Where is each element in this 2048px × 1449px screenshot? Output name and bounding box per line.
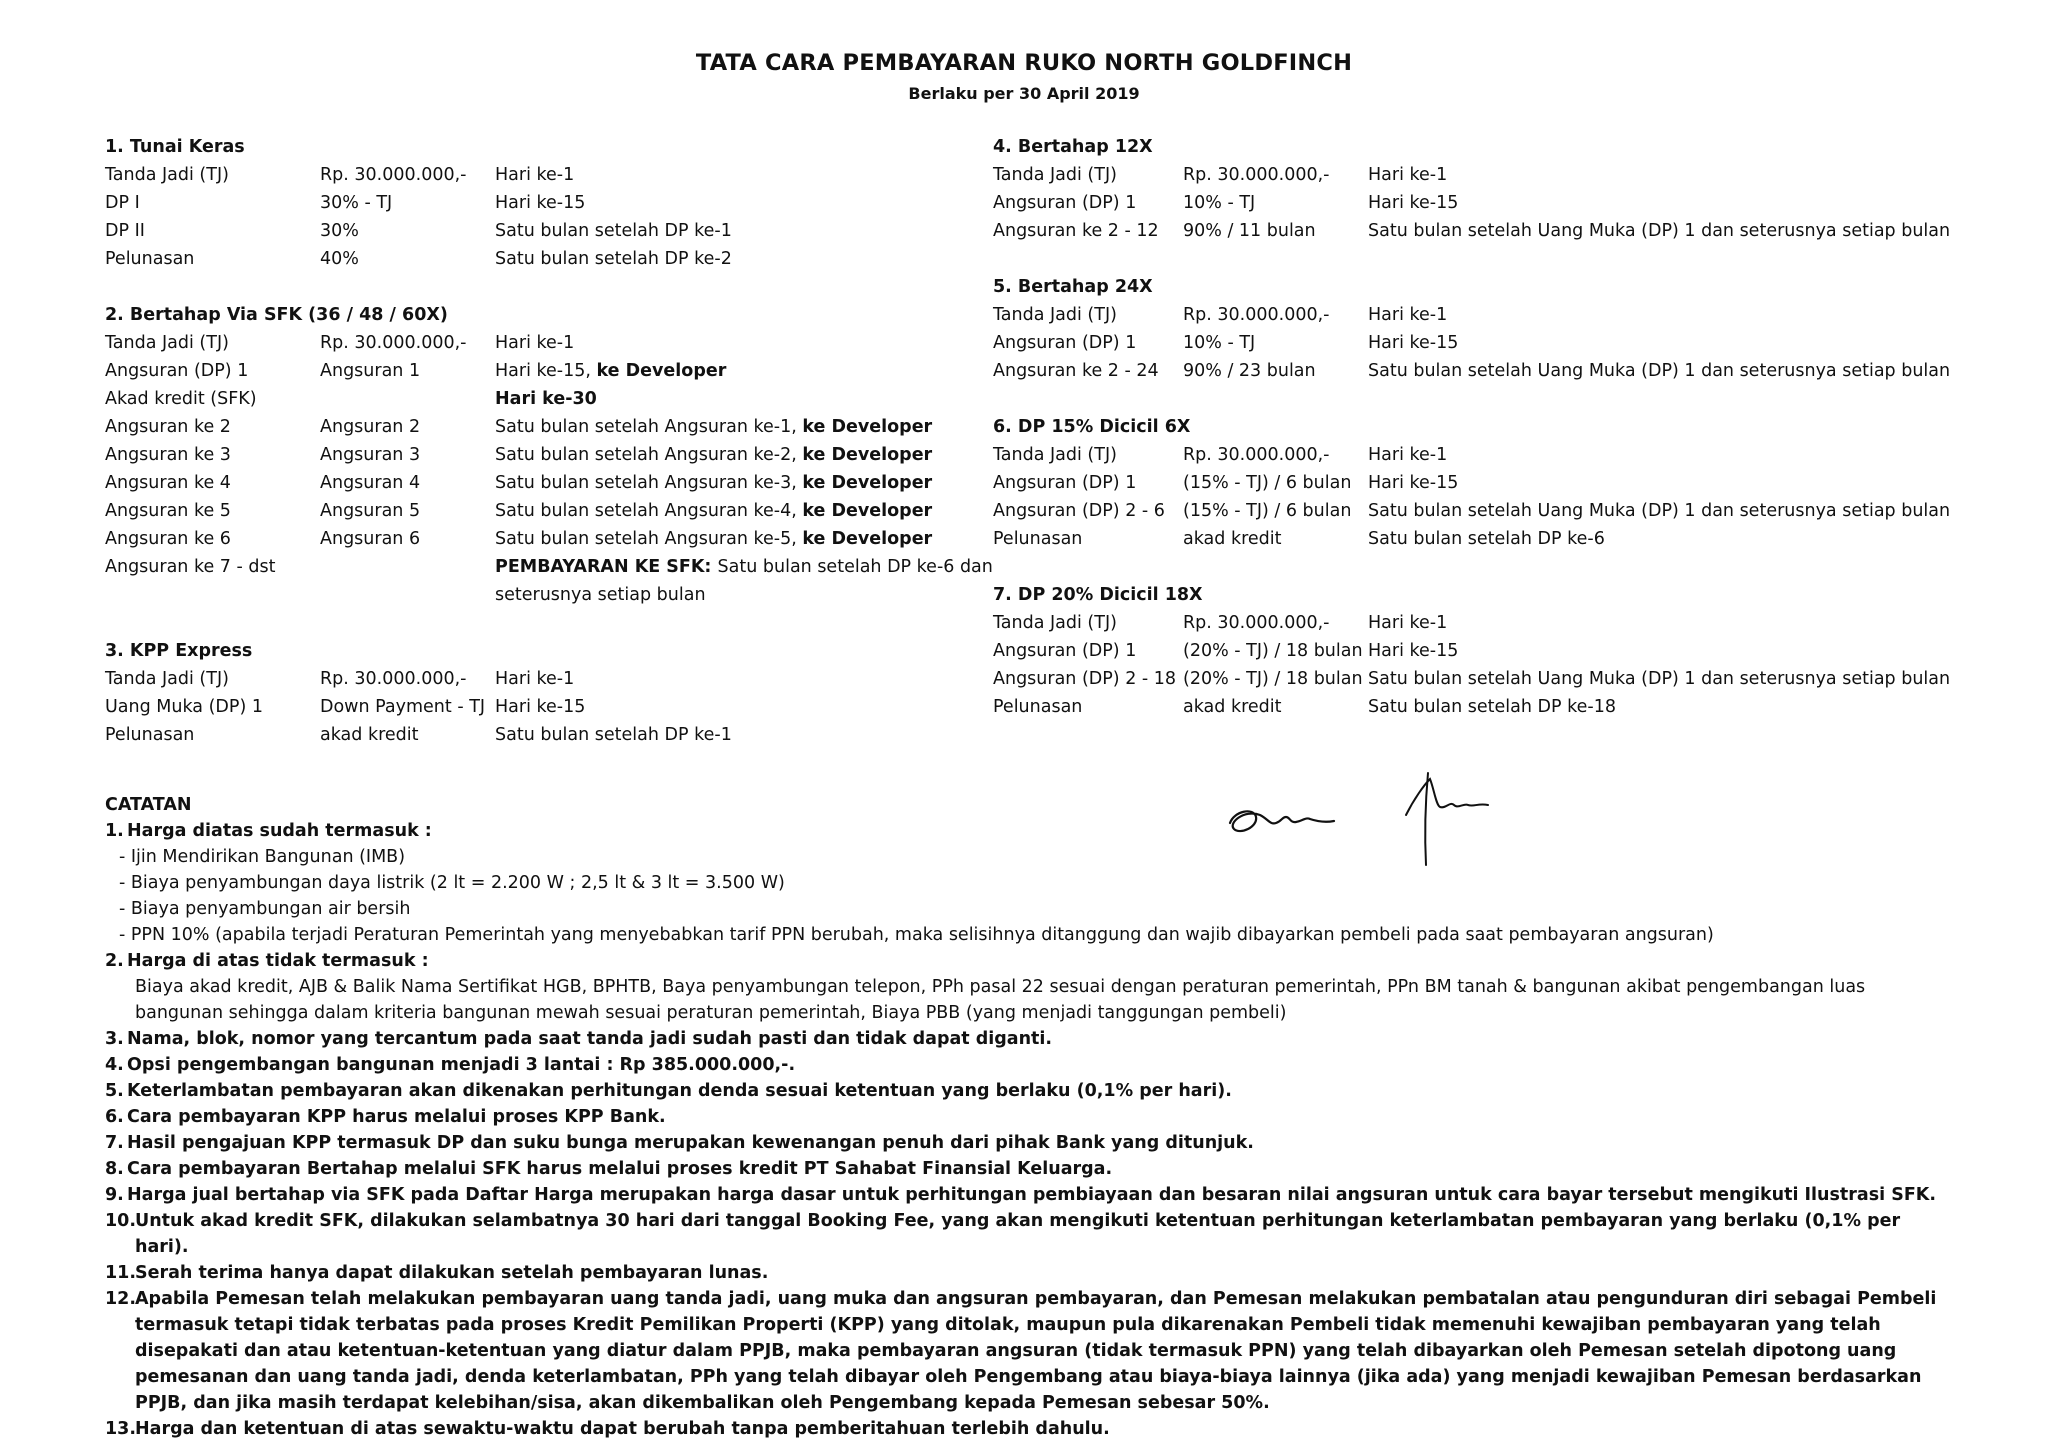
row-amount: 10% - TJ xyxy=(1183,193,1256,213)
payment-row xyxy=(993,329,1950,357)
payment-table xyxy=(993,441,1950,553)
row-label: Tanda Jadi (TJ) xyxy=(993,445,1117,465)
row-amount: Rp. 30.000.000,- xyxy=(1183,445,1330,465)
row-label: Pelunasan xyxy=(105,249,195,269)
row-schedule xyxy=(495,469,1005,497)
note-text: Harga di atas tidak termasuk : xyxy=(127,951,429,971)
row-amount: Rp. 30.000.000,- xyxy=(320,333,467,353)
schedule-text: ke Developer xyxy=(802,445,933,465)
payment-row xyxy=(993,665,1950,693)
row-amount: Rp. 30.000.000,- xyxy=(1183,613,1330,633)
row-amount: Down Payment - TJ xyxy=(320,697,486,717)
row-schedule xyxy=(495,217,732,245)
note-text: Harga jual bertahap via SFK pada Daftar Harga merupakan harga dasar untuk perhitungan pembiayaan dan besaran nilai angsuran untuk cara bayar tersebut mengikuti Ilustrasi SFK. xyxy=(127,1185,1937,1205)
row-amount: (20% - TJ) / 18 bulan xyxy=(1183,641,1363,661)
row-amount: Angsuran 6 xyxy=(320,529,421,549)
payment-table xyxy=(993,161,1950,245)
note-line xyxy=(105,1130,1955,1156)
note-number: 2. xyxy=(105,951,124,971)
note-subitem: - PPN 10% (apabila terjadi Peraturan Pemerintah yang menyebabkan tarif PPN berubah, maka selisihnya ditanggung dan wajib dibayarkan pembeli pada saat pembayaran angsuran) xyxy=(119,925,1714,945)
payment-row xyxy=(105,525,1005,553)
note-line xyxy=(105,1416,1955,1442)
row-label: Angsuran ke 5 xyxy=(105,501,231,521)
schedule-text: Hari ke-15 xyxy=(1368,193,1459,213)
row-label: Angsuran ke 3 xyxy=(105,445,231,465)
note-item xyxy=(105,1052,1955,1078)
row-schedule xyxy=(495,245,732,273)
section-title: 3. KPP Express xyxy=(105,641,253,661)
section-title: 6. DP 15% Dicicil 6X xyxy=(993,417,1191,437)
schedule-text: Hari ke-15 xyxy=(1368,473,1459,493)
payment-section xyxy=(993,581,1993,721)
row-amount: Angsuran 3 xyxy=(320,445,421,465)
note-number: 11. xyxy=(105,1263,137,1283)
row-schedule xyxy=(495,413,1005,441)
row-label: Pelunasan xyxy=(993,529,1083,549)
note-line xyxy=(105,1052,1955,1078)
row-schedule xyxy=(495,525,1005,553)
row-schedule xyxy=(1368,189,1950,217)
row-schedule xyxy=(1368,161,1950,189)
row-schedule xyxy=(1368,525,1950,553)
payment-row xyxy=(993,637,1950,665)
left-column xyxy=(105,133,1005,777)
row-schedule xyxy=(1368,469,1950,497)
row-label: DP II xyxy=(105,221,145,241)
payment-row xyxy=(993,217,1950,245)
schedule-text: Hari ke-1 xyxy=(495,165,575,185)
row-label: Angsuran ke 2 - 24 xyxy=(993,361,1159,381)
schedule-text: Satu bulan setelah Angsuran ke-4, xyxy=(495,501,803,521)
schedule-text: Satu bulan setelah Angsuran ke-5, xyxy=(495,529,803,549)
payment-section xyxy=(993,273,1993,385)
row-amount xyxy=(320,553,495,609)
note-line xyxy=(105,1156,1955,1182)
payment-row xyxy=(105,497,1005,525)
note-number: 10. xyxy=(105,1211,137,1231)
schedule-text: PEMBAYARAN KE SFK: xyxy=(495,557,718,577)
row-label: Tanda Jadi (TJ) xyxy=(993,305,1117,325)
payment-row xyxy=(105,693,732,721)
note-text: Keterlambatan pembayaran akan dikenakan perhitungan denda sesuai ketentuan yang berlaku (0,1% per hari). xyxy=(127,1081,1232,1101)
note-subitems xyxy=(105,844,1955,948)
payment-row xyxy=(993,441,1950,469)
row-schedule xyxy=(495,721,732,749)
row-schedule xyxy=(1368,301,1950,329)
row-amount: 90% / 23 bulan xyxy=(1183,361,1316,381)
note-number: 13. xyxy=(105,1419,137,1439)
row-amount: Angsuran 5 xyxy=(320,501,421,521)
note-number: 4. xyxy=(105,1055,124,1075)
schedule-text: Satu bulan setelah DP ke-6 dan seterusnya setiap bulan xyxy=(495,557,993,605)
row-label: Angsuran (DP) 2 - 6 xyxy=(993,501,1165,521)
row-amount: akad kredit xyxy=(1183,697,1282,717)
section-title: 5. Bertahap 24X xyxy=(993,277,1153,297)
row-amount: akad kredit xyxy=(1183,529,1282,549)
row-schedule xyxy=(1368,217,1950,245)
note-text: Hasil pengajuan KPP termasuk DP dan suku bunga merupakan kewenangan penuh dari pihak Bank yang ditunjuk. xyxy=(127,1133,1254,1153)
note-text: Harga dan ketentuan di atas sewaktu-waktu dapat berubah tanpa pemberitahuan terlebih dahulu. xyxy=(135,1419,1110,1439)
row-amount: (15% - TJ) / 6 bulan xyxy=(1183,501,1352,521)
note-line xyxy=(105,1260,1955,1286)
schedule-text: Satu bulan setelah DP ke-1 xyxy=(495,725,732,745)
row-amount: 40% xyxy=(320,249,359,269)
payment-section xyxy=(105,637,1005,749)
row-schedule xyxy=(495,329,1005,357)
schedule-text: Hari ke-15 xyxy=(495,697,586,717)
schedule-text: Hari ke-30 xyxy=(495,389,597,409)
note-body: Biaya akad kredit, AJB & Balik Nama Sertifikat HGB, BPHTB, Baya penyambungan telepon, PPh pasal 22 sesuai dengan peraturan pemerintah, PPn BM tanah & bangunan akibat pengembangan luas bangunan sehingga dalam kriteria bangunan mewah sesuai peraturan pemerintah, Biaya PBB (yang menjadi tanggungan pembeli) xyxy=(135,977,1866,1023)
row-schedule xyxy=(1368,637,1950,665)
row-schedule xyxy=(495,385,1005,413)
note-text: Apabila Pemesan telah melakukan pembayaran uang tanda jadi, uang muka dan angsuran pembayaran, dan Pemesan melakukan pembatalan atau pengunduran diri sebagai Pembeli termasuk tetapi tidak terbatas pada proses Kredit Pemilikan Properti (KPP) yang ditolak, maupun pula dikarenakan Pembeli tidak memenuhi kewajiban pembayaran yang telah disepakati dan atau ketentuan-ketentuan yang diatur dalam PPJB, maka pembayaran angsuran (tidak termasuk PPN) yang telah dibayarkan oleh Pemesan setelah dipotong uang pemesanan dan uang tanda jadi, denda keterlambatan, PPh yang telah dibayar oleh Pengembang atau biaya-biaya lainnya (jika ada) yang menjadi kewajiban Pemesan berdasarkan PPJB, dan jika masih terdapat kelebihan/sisa, akan dikembalikan oleh Pengembang kepada Pemesan sebesar 50%. xyxy=(135,1289,1937,1413)
row-schedule xyxy=(495,441,1005,469)
section-title: 2. Bertahap Via SFK (36 / 48 / 60X) xyxy=(105,305,448,325)
schedule-text: Satu bulan setelah Uang Muka (DP) 1 dan seterusnya setiap bulan xyxy=(1368,221,1951,241)
schedule-text: Hari ke-1 xyxy=(1368,613,1448,633)
note-line xyxy=(105,1078,1955,1104)
note-item xyxy=(105,818,1955,948)
schedule-text: Hari ke-1 xyxy=(1368,165,1448,185)
row-amount: Rp. 30.000.000,- xyxy=(1183,165,1330,185)
note-text: Nama, blok, nomor yang tercantum pada saat tanda jadi sudah pasti dan tidak dapat diganti. xyxy=(127,1029,1053,1049)
note-number: 5. xyxy=(105,1081,124,1101)
document-header xyxy=(0,50,2048,103)
row-amount: Angsuran 4 xyxy=(320,473,421,493)
note-line xyxy=(105,1026,1955,1052)
schedule-text: Hari ke-15 xyxy=(495,193,586,213)
schedule-text: Satu bulan setelah DP ke-2 xyxy=(495,249,732,269)
schedule-text: ke Developer xyxy=(802,473,933,493)
row-label: Angsuran ke 2 - 12 xyxy=(993,221,1159,241)
schedule-text: Hari ke-1 xyxy=(495,669,575,689)
note-item xyxy=(105,1260,1955,1286)
row-label: Angsuran ke 6 xyxy=(105,529,231,549)
note-item xyxy=(105,1078,1955,1104)
row-amount: (15% - TJ) / 6 bulan xyxy=(1183,473,1352,493)
schedule-text: ke Developer xyxy=(802,417,933,437)
note-number: 3. xyxy=(105,1029,124,1049)
payment-row xyxy=(993,469,1950,497)
note-line xyxy=(105,1182,1955,1208)
note-number: 1. xyxy=(105,821,124,841)
row-schedule xyxy=(495,665,732,693)
payment-row xyxy=(105,189,732,217)
note-subitem: - Ijin Mendirikan Bangunan (IMB) xyxy=(119,847,406,867)
row-schedule xyxy=(1368,609,1950,637)
payment-row xyxy=(105,721,732,749)
document-subtitle: Berlaku per 30 April 2019 xyxy=(908,84,1140,103)
schedule-text: Satu bulan setelah Uang Muka (DP) 1 dan seterusnya setiap bulan xyxy=(1368,361,1951,381)
payment-row xyxy=(105,469,1005,497)
payment-row xyxy=(993,161,1950,189)
payment-row xyxy=(105,553,1005,609)
note-line xyxy=(105,1208,1955,1260)
row-label: Angsuran ke 2 xyxy=(105,417,231,437)
row-label: Akad kredit (SFK) xyxy=(105,389,257,409)
note-item xyxy=(105,948,1955,1026)
payment-row xyxy=(105,357,1005,385)
schedule-text: ke Developer xyxy=(596,361,727,381)
row-amount: 90% / 11 bulan xyxy=(1183,221,1316,241)
row-amount: 30% xyxy=(320,221,359,241)
payment-table xyxy=(105,665,732,749)
schedule-text: Satu bulan setelah DP ke-6 xyxy=(1368,529,1605,549)
row-schedule xyxy=(1368,665,1950,693)
schedule-text: Satu bulan setelah Angsuran ke-3, xyxy=(495,473,803,493)
schedule-text: Hari ke-1 xyxy=(1368,445,1448,465)
document-title: TATA CARA PEMBAYARAN RUKO NORTH GOLDFINCH xyxy=(695,50,1353,76)
schedule-text: Satu bulan setelah Angsuran ke-1, xyxy=(495,417,803,437)
row-amount: 10% - TJ xyxy=(1183,333,1256,353)
note-item xyxy=(105,1416,1955,1442)
schedule-text: Satu bulan setelah DP ke-18 xyxy=(1368,697,1616,717)
note-line xyxy=(105,948,1955,974)
row-schedule xyxy=(1368,357,1950,385)
row-schedule xyxy=(495,693,732,721)
payment-row xyxy=(993,609,1950,637)
note-item xyxy=(105,1286,1955,1416)
payment-section xyxy=(105,133,1005,273)
row-amount: 30% - TJ xyxy=(320,193,393,213)
row-label: Uang Muka (DP) 1 xyxy=(105,697,263,717)
payment-table xyxy=(105,329,1005,609)
note-item xyxy=(105,1208,1955,1260)
note-item xyxy=(105,1182,1955,1208)
schedule-text: Satu bulan setelah Uang Muka (DP) 1 dan seterusnya setiap bulan xyxy=(1368,501,1951,521)
payment-row xyxy=(105,413,1005,441)
schedule-text: ke Developer xyxy=(802,501,933,521)
payment-row xyxy=(105,665,732,693)
row-amount: Angsuran 2 xyxy=(320,417,421,437)
row-label: Tanda Jadi (TJ) xyxy=(105,333,229,353)
schedule-text: Satu bulan setelah DP ke-1 xyxy=(495,221,732,241)
payment-row xyxy=(105,217,732,245)
schedule-text: Satu bulan setelah Uang Muka (DP) 1 dan seterusnya setiap bulan xyxy=(1368,669,1951,689)
note-subitem: - Biaya penyambungan air bersih xyxy=(119,899,411,919)
row-label: Angsuran ke 4 xyxy=(105,473,231,493)
row-amount: akad kredit xyxy=(320,725,419,745)
row-label: Angsuran (DP) 1 xyxy=(993,473,1137,493)
note-number: 8. xyxy=(105,1159,124,1179)
payment-table xyxy=(993,609,1950,721)
section-title: 4. Bertahap 12X xyxy=(993,137,1153,157)
row-amount: Angsuran 1 xyxy=(320,361,421,381)
note-line xyxy=(105,1104,1955,1130)
note-line xyxy=(105,818,1955,844)
notes-section xyxy=(105,792,1955,1442)
note-item xyxy=(105,1156,1955,1182)
schedule-text: Hari ke-1 xyxy=(1368,305,1448,325)
row-schedule xyxy=(495,189,732,217)
row-label: Angsuran (DP) 1 xyxy=(993,333,1137,353)
row-label: Angsuran (DP) 1 xyxy=(105,361,249,381)
row-label: Tanda Jadi (TJ) xyxy=(993,613,1117,633)
payment-row xyxy=(993,497,1950,525)
payment-row xyxy=(105,441,1005,469)
notes-list xyxy=(105,818,1955,1442)
note-text: Harga diatas sudah termasuk : xyxy=(127,821,432,841)
row-schedule xyxy=(495,357,1005,385)
note-line xyxy=(105,1286,1955,1416)
row-amount: (20% - TJ) / 18 bulan xyxy=(1183,669,1363,689)
row-schedule xyxy=(1368,329,1950,357)
payment-row xyxy=(105,385,1005,413)
note-text: Serah terima hanya dapat dilakukan setelah pembayaran lunas. xyxy=(135,1263,769,1283)
row-label: Pelunasan xyxy=(105,725,195,745)
note-text: Cara pembayaran KPP harus melalui proses KPP Bank. xyxy=(127,1107,666,1127)
note-text: Cara pembayaran Bertahap melalui SFK harus melalui proses kredit PT Sahabat Finansial Keluarga. xyxy=(127,1159,1113,1179)
schedule-text: Hari ke-15 xyxy=(1368,641,1459,661)
row-label: Angsuran (DP) 2 - 18 xyxy=(993,669,1177,689)
row-label: Angsuran (DP) 1 xyxy=(993,193,1137,213)
row-label: Tanda Jadi (TJ) xyxy=(105,165,229,185)
note-subitem: - Biaya penyambungan daya listrik (2 lt = 2.200 W ; 2,5 lt & 3 lt = 3.500 W) xyxy=(119,873,785,893)
row-label: Angsuran ke 7 - dst xyxy=(105,557,276,577)
note-item xyxy=(105,1130,1955,1156)
payment-table xyxy=(993,301,1950,385)
schedule-text: Satu bulan setelah Angsuran ke-2, xyxy=(495,445,803,465)
payment-row xyxy=(993,525,1950,553)
payment-section xyxy=(105,301,1005,609)
payment-table xyxy=(105,161,732,273)
note-text: Opsi pengembangan bangunan menjadi 3 lantai : Rp 385.000.000,-. xyxy=(127,1055,796,1075)
payment-section xyxy=(993,133,1993,245)
row-amount: Rp. 30.000.000,- xyxy=(1183,305,1330,325)
row-amount: Rp. 30.000.000,- xyxy=(320,669,467,689)
note-item xyxy=(105,1026,1955,1052)
schedule-text: Hari ke-15 xyxy=(1368,333,1459,353)
section-title: 7. DP 20% Dicicil 18X xyxy=(993,585,1203,605)
row-schedule xyxy=(495,161,732,189)
payment-row xyxy=(105,161,732,189)
payment-row xyxy=(993,357,1950,385)
schedule-text: Hari ke-1 xyxy=(495,333,575,353)
schedule-text: ke Developer xyxy=(802,529,933,549)
note-item xyxy=(105,1104,1955,1130)
row-schedule xyxy=(495,553,1005,609)
notes-title: CATATAN xyxy=(105,795,192,815)
row-amount: Rp. 30.000.000,- xyxy=(320,165,467,185)
payment-section xyxy=(993,413,1993,553)
note-number: 12. xyxy=(105,1289,137,1309)
note-number: 6. xyxy=(105,1107,124,1127)
note-text: Untuk akad kredit SFK, dilakukan selambatnya 30 hari dari tanggal Booking Fee, yang akan mengikuti ketentuan perhitungan keterlambatan pembayaran yang berlaku (0,1% per hari). xyxy=(135,1211,1901,1257)
section-title: 1. Tunai Keras xyxy=(105,137,245,157)
right-column xyxy=(993,133,1993,749)
row-schedule xyxy=(1368,693,1950,721)
row-schedule xyxy=(1368,441,1950,469)
payment-row xyxy=(105,329,1005,357)
note-number: 9. xyxy=(105,1185,124,1205)
payment-row xyxy=(105,245,732,273)
row-schedule xyxy=(495,497,1005,525)
payment-row xyxy=(993,301,1950,329)
row-label: Angsuran (DP) 1 xyxy=(993,641,1137,661)
payment-row xyxy=(993,189,1950,217)
row-label: DP I xyxy=(105,193,140,213)
row-label: Tanda Jadi (TJ) xyxy=(993,165,1117,185)
note-number: 7. xyxy=(105,1133,124,1153)
row-schedule xyxy=(1368,497,1950,525)
payment-row xyxy=(993,693,1950,721)
row-label: Pelunasan xyxy=(993,697,1083,717)
schedule-text: Hari ke-15, xyxy=(495,361,597,381)
row-label: Tanda Jadi (TJ) xyxy=(105,669,229,689)
row-amount xyxy=(320,385,495,413)
